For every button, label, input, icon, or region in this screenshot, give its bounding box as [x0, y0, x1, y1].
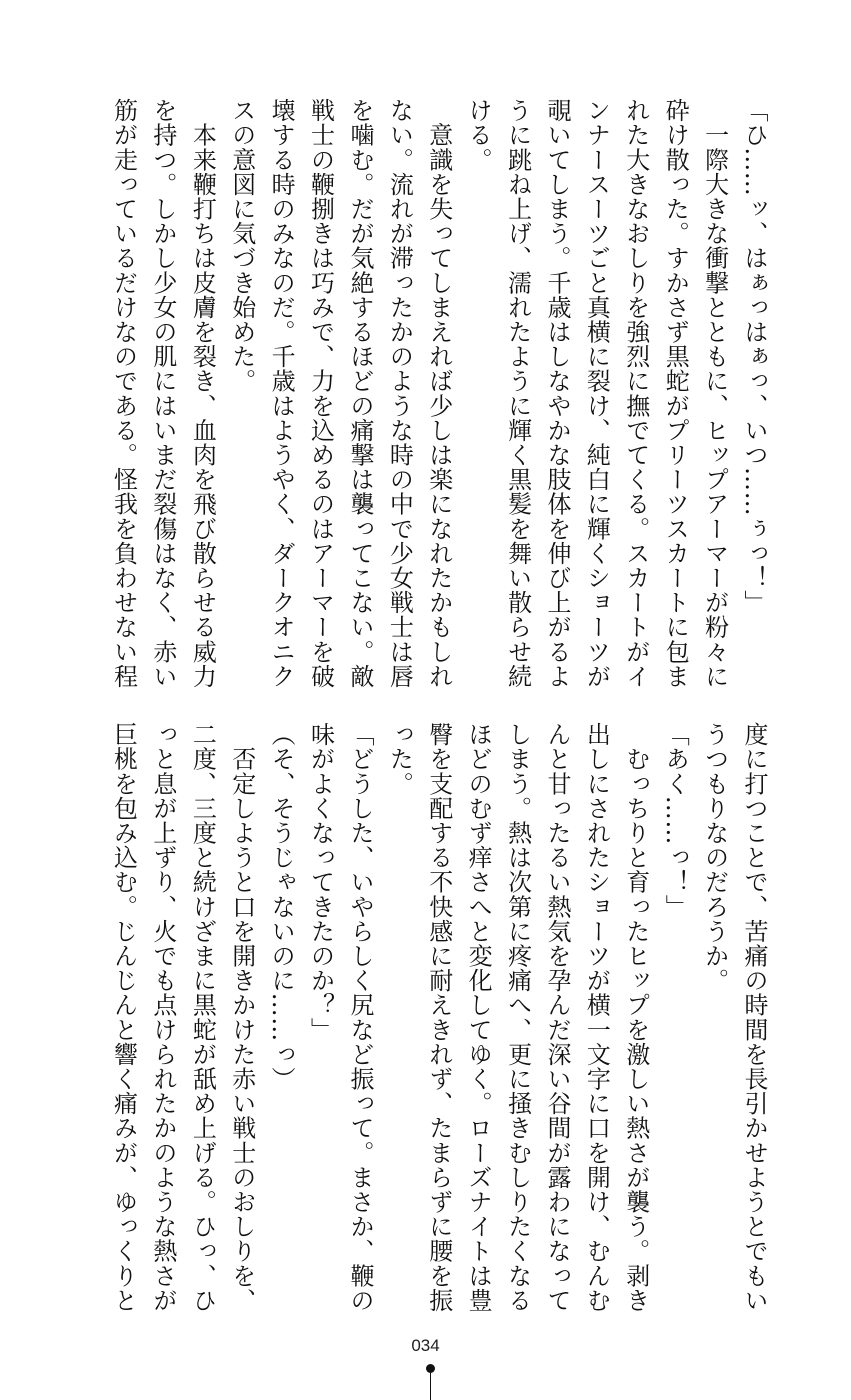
text-line: むっちりと育ったヒップを激しい熱さが襲う。剥き [621, 722, 650, 1313]
text-line: 二度、三度と続けざまに黒蛇が舐め上げる。ひっ、ひ [188, 722, 217, 1313]
text-line: った。 [385, 722, 414, 796]
text-line: スの意図に気づき始めた。 [227, 98, 256, 394]
page-marker-line [430, 1372, 431, 1400]
text-line: ける。 [464, 98, 493, 172]
text-line: んと甘ったるい熱気を孕んだ深い谷間が露わになって [542, 722, 571, 1313]
text-line: 巨桃を包み込む。じんじんと響く痛みが、ゆっくりと [109, 722, 138, 1313]
text-line: 臀を支配する不快感に耐えきれず、たまらずに腰を振 [424, 722, 453, 1313]
text-line: ない。流れが滞ったかのような時の中で少女戦士は唇 [385, 98, 414, 689]
text-line: 覗いてしまう。千歳はしなやかな肢体を伸び上がるよ [542, 98, 571, 689]
text-line: 「あく……っ！」 [661, 722, 690, 919]
text-block-bottom [103, 722, 773, 1322]
text-line: ほどのむず痒さへと変化してゆく。ローズナイトは豊 [464, 722, 493, 1313]
text-line: ンナースーツごと真横に裂け、純白に輝くショーツが [582, 98, 611, 689]
text-line: 意識を失ってしまえれば少しは楽になれたかもしれ [424, 98, 453, 689]
text-line: 砕け散った。すかさず黒蛇がプリーツスカートに包ま [661, 98, 690, 689]
text-line: 戦士の鞭捌きは巧みで、力を込めるのはアーマーを破 [306, 98, 335, 689]
text-line: 味がよくなってきたのか？」 [306, 722, 335, 1042]
text-line: を持つ。しかし少女の肌にはいまだ裂傷はなく、赤い [148, 98, 177, 689]
text-line: 「どうした、いやらしく尻など振って。まさか、鞭の [345, 722, 374, 1313]
text-block-top [103, 98, 773, 698]
text-line: うに跳ね上げ、濡れたように輝く黒髪を舞い散らせ続 [503, 98, 532, 689]
text-line: 本来鞭打ちは皮膚を裂き、血肉を飛び散らせる威力 [188, 98, 217, 689]
text-line: れた大きなおしりを強烈に撫でてくる。スカートがイ [621, 98, 650, 689]
text-line: （そ、そうじゃないのに……っ） [267, 722, 296, 1091]
page-number: 034 [411, 1336, 440, 1355]
text-line: 「ひ……ッ、はぁっはぁっ、いつ……ぅっ！」 [740, 98, 768, 615]
text-line: 度に打つことで、苦痛の時間を長引かせようとでもい [740, 722, 768, 1313]
text-line: 壊する時のみなのだ。千歳はようやく、ダークオニク [267, 98, 296, 689]
text-line: しまう。熱は次第に疼痛へ、更に掻きむしりたくなる [503, 722, 532, 1313]
text-line: 否定しようと口を開きかけた赤い戦士のおしりを、 [227, 722, 256, 1313]
text-line: っと息が上ずり、火でも点けられたかのような熱さが [148, 722, 177, 1313]
text-line: 出しにされたショーツが横一文字に口を開け、むんむ [582, 722, 611, 1313]
text-line: 筋が走っているだけなのである。怪我を負わせない程 [109, 98, 138, 689]
text-line: うつもりなのだろうか。 [700, 722, 729, 993]
text-line: を噛む。だが気絶するほどの痛撃は襲ってこない。敵 [345, 98, 374, 689]
text-line: 一際大きな衝撃とともに、ヒップアーマーが粉々に [700, 98, 729, 689]
